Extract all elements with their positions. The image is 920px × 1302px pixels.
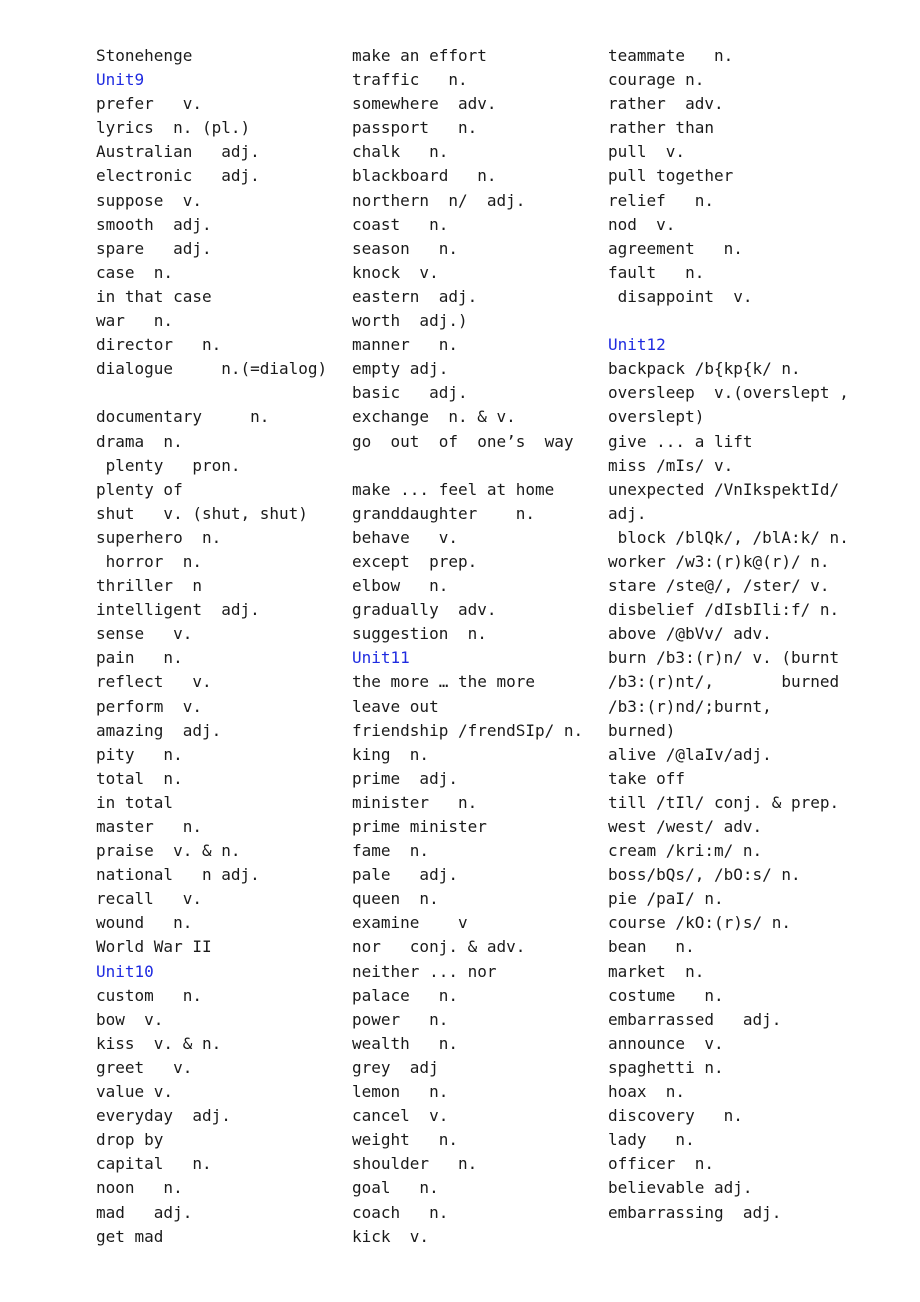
vocab-entry: intelligent adj. [96, 600, 260, 620]
vocab-entry: electronic adj. [96, 166, 260, 186]
vocab-entry: behave v. [352, 527, 458, 547]
vocab-entry: pity n. [96, 744, 183, 764]
vocabulary-column-1 [96, 44, 336, 1249]
vocab-entry: value v. [96, 1082, 174, 1102]
vocab-entry: rather adv. [608, 94, 724, 114]
unit-heading: Unit11 [352, 648, 410, 668]
vocab-entry: make an effort [352, 46, 487, 65]
vocab-entry: director n. [96, 335, 222, 355]
vocab-entry: Stonehenge [96, 46, 193, 65]
vocab-entry: national n adj. [96, 865, 260, 885]
vocab-entry: leave out [352, 696, 439, 716]
vocab-entry: embarrassing adj. [608, 1202, 782, 1222]
vocab-entry: traffic n. [352, 70, 468, 90]
vocab-entry: pie /paI/ n. [608, 889, 724, 909]
vocab-entry: mad adj. [96, 1202, 193, 1222]
vocab-entry: pale adj. [352, 865, 458, 885]
vocab-entry: documentary n. [96, 407, 270, 427]
vocabulary-column-2 [352, 44, 592, 1249]
vocab-entry: relief n. [608, 190, 714, 210]
vocab-entry: kick v. [352, 1226, 430, 1246]
vocab-entry: get mad [96, 1226, 164, 1246]
vocab-entry: dialogue n.(=dialog) [96, 359, 328, 379]
vocab-entry: unexpected /VnIkspektId/ [608, 479, 840, 499]
vocab-entry: eastern adj. [352, 286, 478, 306]
vocab-entry: /b3:(r)nd/;burnt, [608, 696, 772, 716]
vocab-entry: bow v. [96, 1009, 164, 1029]
vocab-entry: burned) [608, 720, 676, 740]
vocab-entry: prefer v. [96, 94, 202, 114]
vocab-entry: perform v. [96, 696, 202, 716]
vocab-entry: officer n. [608, 1154, 714, 1174]
vocab-entry: rather than [608, 118, 714, 138]
vocab-entry: worth adj.) [352, 311, 468, 331]
vocab-entry: noon n. [96, 1178, 183, 1198]
unit-heading: Unit12 [608, 335, 666, 355]
vocab-entry: World War II [96, 937, 212, 957]
vocab-entry: except prep. [352, 551, 478, 571]
vocab-entry: amazing adj. [96, 720, 222, 740]
vocab-entry: adj. [608, 503, 647, 523]
vocab-entry: recall v. [96, 889, 202, 909]
vocab-entry: total n. [96, 768, 183, 788]
vocab-entry: drama n. [96, 431, 183, 451]
unit-heading: Unit9 [96, 70, 145, 90]
vocab-entry: empty adj. [352, 359, 449, 379]
vocab-entry: cream /kri:m/ n. [608, 841, 763, 861]
vocab-entry: go out of one’s way [352, 431, 574, 451]
vocab-entry: plenty of [96, 479, 183, 499]
vocab-entry: suppose v. [96, 190, 202, 210]
vocab-entry: neither ... nor [352, 961, 497, 981]
vocab-entry: basic adj. [352, 383, 468, 403]
vocab-entry: disappoint v. [608, 286, 753, 306]
vocab-entry: gradually adv. [352, 600, 497, 620]
vocab-entry: worker /w3:(r)k@(r)/ n. [608, 551, 830, 571]
vocab-entry: overslept) [608, 407, 705, 427]
vocab-entry: plenty pron. [96, 455, 241, 475]
vocab-entry: exchange n. & v. [352, 407, 516, 427]
vocab-entry: power n. [352, 1009, 449, 1029]
vocab-entry: king n. [352, 744, 430, 764]
vocab-entry: custom n. [96, 985, 202, 1005]
vocab-entry: /b3:(r)nt/, burned [608, 672, 840, 692]
vocab-entry: lady n. [608, 1130, 695, 1150]
vocab-entry: alive /@laIv/adj. [608, 744, 772, 764]
vocab-entry: disbelief /dIsbIli:f/ n. [608, 600, 840, 620]
vocab-entry: till /tIl/ conj. & prep. [608, 792, 840, 812]
vocab-entry: suggestion n. [352, 624, 487, 644]
vocab-entry: kiss v. & n. [96, 1033, 222, 1053]
blank-line [96, 381, 336, 405]
vocab-entry: shoulder n. [352, 1154, 478, 1174]
vocab-entry: teammate n. [608, 46, 734, 65]
vocab-entry: blackboard n. [352, 166, 497, 186]
vocab-entry: shut v. (shut, shut) [96, 503, 308, 523]
vocab-entry: market n. [608, 961, 705, 981]
vocab-entry: capital n. [96, 1154, 212, 1174]
vocab-entry: pull v. [608, 142, 686, 162]
vocab-entry: goal n. [352, 1178, 439, 1198]
vocab-entry: northern n/ adj. [352, 190, 526, 210]
vocab-entry: granddaughter n. [352, 503, 536, 523]
vocab-entry: boss/bQs/, /bO:s/ n. [608, 865, 801, 885]
vocab-entry: the more … the more [352, 672, 536, 692]
vocab-entry: cancel v. [352, 1106, 449, 1126]
vocab-entry: pain n. [96, 648, 183, 668]
vocab-entry: wealth n. [352, 1033, 458, 1053]
vocab-entry: minister n. [352, 792, 478, 812]
vocab-entry: lyrics n. (pl.) [96, 118, 251, 138]
vocab-entry: costume n. [608, 985, 724, 1005]
vocab-entry: course /kO:(r)s/ n. [608, 913, 792, 933]
vocab-entry: wound n. [96, 913, 193, 933]
vocab-entry: hoax n. [608, 1082, 686, 1102]
vocab-entry: backpack /b{kp{k/ n. [608, 359, 801, 379]
vocab-entry: coach n. [352, 1202, 449, 1222]
vocab-entry: Australian adj. [96, 142, 260, 162]
vocab-entry: war n. [96, 311, 174, 331]
vocab-entry: superhero n. [96, 527, 222, 547]
unit-heading: Unit10 [96, 961, 154, 981]
vocab-entry: fault n. [608, 262, 705, 282]
vocab-entry: everyday adj. [96, 1106, 231, 1126]
vocab-entry: drop by [96, 1130, 164, 1150]
vocab-entry: palace n. [352, 985, 458, 1005]
vocab-entry: prime minister [352, 817, 487, 836]
vocab-entry: stare /ste@/, /ster/ v. [608, 576, 830, 596]
vocab-entry: greet v. [96, 1057, 193, 1077]
vocab-entry: chalk n. [352, 142, 449, 162]
vocab-entry: praise v. & n. [96, 841, 241, 861]
vocab-entry: burn /b3:(r)n/ v. (burnt [608, 648, 840, 668]
vocab-entry: spare adj. [96, 238, 212, 258]
vocab-entry: make ... feel at home [352, 479, 555, 499]
vocab-entry: case n. [96, 262, 174, 282]
vocab-entry: prime adj. [352, 768, 458, 788]
vocab-entry: bean n. [608, 937, 695, 957]
vocab-entry: discovery n. [608, 1106, 743, 1126]
vocab-entry: weight n. [352, 1130, 458, 1150]
vocab-entry: in that case [96, 286, 212, 306]
vocab-entry: oversleep v.(overslept , [608, 383, 849, 403]
vocab-entry: somewhere adv. [352, 94, 497, 114]
vocab-entry: passport n. [352, 118, 478, 138]
vocab-entry: queen n. [352, 889, 439, 909]
vocab-entry: west /west/ adv. [608, 817, 763, 836]
vocab-entry: lemon n. [352, 1082, 449, 1102]
vocab-entry: in total [96, 792, 174, 812]
vocab-entry: spaghetti n. [608, 1057, 724, 1077]
vocab-entry: take off [608, 768, 686, 788]
vocab-entry: smooth adj. [96, 214, 212, 234]
vocab-entry: reflect v. [96, 672, 212, 692]
vocab-entry: block /blQk/, /blA:k/ n. [608, 527, 849, 547]
vocab-entry: manner n. [352, 335, 458, 355]
vocab-entry: sense v. [96, 624, 193, 644]
vocab-entry: thriller n [96, 576, 202, 596]
vocab-entry: give ... a lift [608, 431, 753, 451]
vocab-entry: miss /mIs/ v. [608, 455, 734, 475]
vocab-entry: friendship /frendSIp/ n. [352, 720, 584, 740]
vocab-entry: season n. [352, 238, 458, 258]
vocab-entry: believable adj. [608, 1178, 753, 1198]
blank-line [608, 309, 848, 333]
vocab-entry: master n. [96, 817, 202, 836]
vocab-entry: coast n. [352, 214, 449, 234]
vocab-entry: knock v. [352, 262, 439, 282]
vocab-entry: nor conj. & adv. [352, 937, 526, 957]
vocab-entry: grey adj [352, 1057, 439, 1077]
vocab-entry: nod v. [608, 214, 676, 234]
vocab-entry: pull together [608, 166, 734, 186]
vocab-entry: above /@bVv/ adv. [608, 624, 772, 644]
vocab-entry: fame n. [352, 841, 430, 861]
vocab-entry: examine v [352, 913, 468, 933]
blank-line [352, 454, 592, 478]
vocab-entry: announce v. [608, 1033, 724, 1053]
vocab-entry: courage n. [608, 70, 705, 90]
vocab-entry: embarrassed adj. [608, 1009, 782, 1029]
vocabulary-column-3 [608, 44, 848, 1225]
vocab-entry: agreement n. [608, 238, 743, 258]
vocab-entry: horror n. [96, 551, 202, 571]
vocab-entry: elbow n. [352, 576, 449, 596]
